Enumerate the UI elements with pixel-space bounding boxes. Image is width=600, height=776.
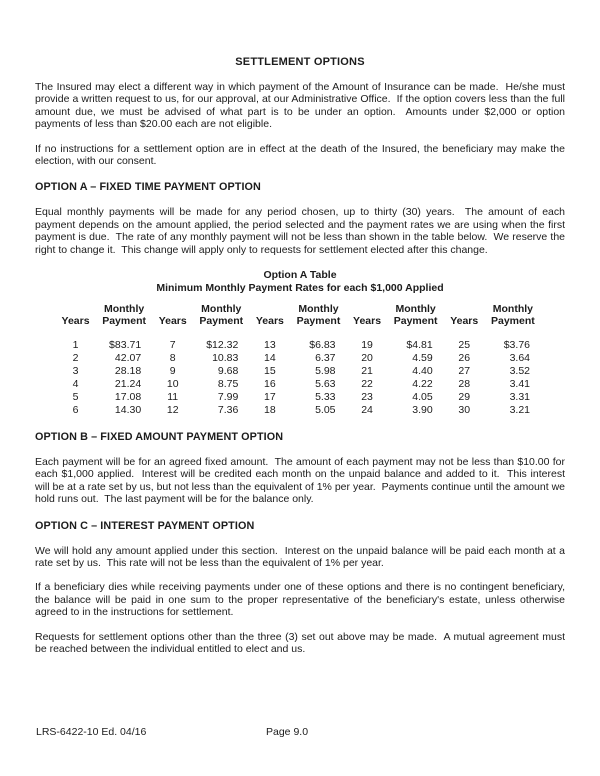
payment-cell: 14.30 [114,403,142,416]
option-c-heading: OPTION C – INTEREST PAYMENT OPTION [35,519,255,532]
payment-cell: 9.68 [217,364,239,377]
option-a-table-title: Option A Table [263,269,337,282]
years-cell: 27 [458,364,471,377]
other-options-paragraph: Requests for settlement options other than the three (3) set out above may be made. A mutual agreement must be reached between the individual entitled to elect and us. [35,630,568,655]
years-cell: 30 [458,403,471,416]
payment-cell: $6.83 [309,338,336,351]
payment-cell: 5.63 [315,377,336,390]
years-cell: 9 [169,364,176,377]
years-column-header: Years [353,315,382,328]
payment-cell: 3.31 [509,390,530,403]
years-cell: 10 [166,377,179,390]
payment-cell: 4.05 [412,390,433,403]
payment-cell: 6.37 [315,351,336,364]
page-number: Page 9.0 [266,726,309,738]
rate-table-body [57,330,543,417]
beneficiary-paragraph: If a beneficiary dies while receiving payments under one of these options and there is no contingent beneficiary, the balance will be paid in one sum to the proper representative of the beneficiary's estate, unless otherwise agreed to in the instructions for settlement. [35,581,568,619]
years-cell: 26 [458,351,471,364]
page-title: SETTLEMENT OPTIONS [235,56,365,68]
table-row [57,352,543,365]
payment-cell: 10.83 [212,351,239,364]
years-cell: 7 [169,338,176,351]
table-spacer-row [57,330,543,339]
payment-cell: 8.75 [217,377,239,390]
years-cell: 19 [361,338,373,351]
option-b-heading: OPTION B – FIXED AMOUNT PAYMENT OPTION [35,430,284,443]
years-column-header: Years [61,315,90,328]
years-cell: 18 [264,403,276,416]
years-column-header: Years [255,315,284,328]
payment-cell: 5.98 [315,364,336,377]
option-a-paragraph: Equal monthly payments will be made for any period chosen, up to thirty (30) years. The amount of each payment depends on the amount applied, the period selected and the payment rates we are using when the first payment is due. The rate of any monthly payment will not be less than shown in the table below. We reserve the right to change it. This change will apply only to requests for settlement elected after this change. [35,206,568,256]
years-cell: 3 [72,364,79,377]
payment-cell: 3.21 [509,403,530,416]
intro-paragraph-1: The Insured may elect a different way in which payment of the Amount of Insurance can be made. He/she must provide a written request to us, for our approval, at our Administrative Office. If the option covers less than the full amount due, we must be advised of what part is to be under an option. Amounts under $2,000 or option payments of less than $20.00 each are not eligible. [35,81,568,131]
payment-cell: 5.05 [315,403,336,416]
rate-table-header [57,303,543,330]
years-cell: 22 [361,377,373,390]
years-cell: 13 [264,338,276,351]
payment-cell: 4.59 [412,351,433,364]
years-cell: 12 [166,403,179,416]
payment-cell: 3.52 [509,364,530,377]
years-cell: 6 [72,403,79,416]
payment-cell: 3.41 [509,377,530,390]
payment-cell: 5.33 [315,390,336,403]
years-cell: 11 [167,390,179,403]
payment-column-header: Monthly Payment [490,303,535,328]
years-column-header: Years [158,315,187,328]
payment-cell: $12.32 [206,338,239,351]
years-cell: 17 [264,390,276,403]
table-row [57,404,543,417]
years-cell: 5 [72,390,79,403]
payment-cell: 21.24 [114,377,142,390]
payment-column-header: Monthly Payment [296,303,341,328]
years-cell: 4 [72,377,79,390]
payment-column-header: Monthly Payment [199,303,244,328]
years-cell: 15 [264,364,276,377]
table-row [57,365,543,378]
payment-cell: $4.81 [406,338,433,351]
payment-cell: $83.71 [109,338,142,351]
years-cell: 21 [361,364,373,377]
payment-cell: 42.07 [114,351,142,364]
payment-cell: 4.40 [412,364,433,377]
years-cell: 28 [458,377,471,390]
years-cell: 20 [361,351,373,364]
payment-cell: 3.90 [412,403,433,416]
option-b-paragraph: Each payment will be for an agreed fixed amount. The amount of each payment may not be less than $10.00 for each $1,000 applied. Interest will be credited each month on the unpaid balance and added to it. This interest will be at a rate set by us, but not less than the equivalent of 1% per year. Payments continue until the amount we hold runs out. The last payment will be for the balance only. [35,455,568,506]
years-cell: 2 [72,351,79,364]
years-column-header: Years [450,315,479,328]
table-row [57,378,543,391]
years-cell: 25 [458,338,471,351]
payment-cell: 28.18 [114,364,142,377]
years-cell: 16 [264,377,276,390]
years-cell: 1 [72,338,79,351]
option-a-heading: OPTION A – FIXED TIME PAYMENT OPTION [35,181,261,194]
intro-paragraph-2: If no instructions for a settlement option are in effect at the death of the Insured, the beneficiary may make the election, with our consent. [35,142,568,168]
years-cell: 23 [361,390,373,403]
option-a-rate-table [57,303,543,417]
years-cell: 14 [264,351,276,364]
form-number: LRS-6422-10 Ed. 04/16 [36,726,147,738]
payment-cell: 7.36 [217,403,239,416]
option-c-paragraph: We will hold any amount applied under this section. Interest on the unpaid balance will be paid each month at a rate set by us. This rate will not be less than the equivalent of 1% per year. [35,544,568,569]
years-cell: 29 [458,390,471,403]
years-cell: 8 [169,351,176,364]
payment-cell: 3.64 [509,351,530,364]
table-row [57,391,543,404]
payment-column-header: Monthly Payment [393,303,438,328]
payment-cell: 17.08 [114,390,142,403]
payment-cell: 7.99 [217,390,239,403]
years-cell: 24 [361,403,373,416]
payment-cell: $3.76 [503,338,530,351]
option-a-table-subtitle: Minimum Monthly Payment Rates for each $1,000 Applied [156,282,444,295]
payment-column-header: Monthly Payment [102,303,146,328]
payment-cell: 4.22 [412,377,433,390]
table-row [57,339,543,352]
